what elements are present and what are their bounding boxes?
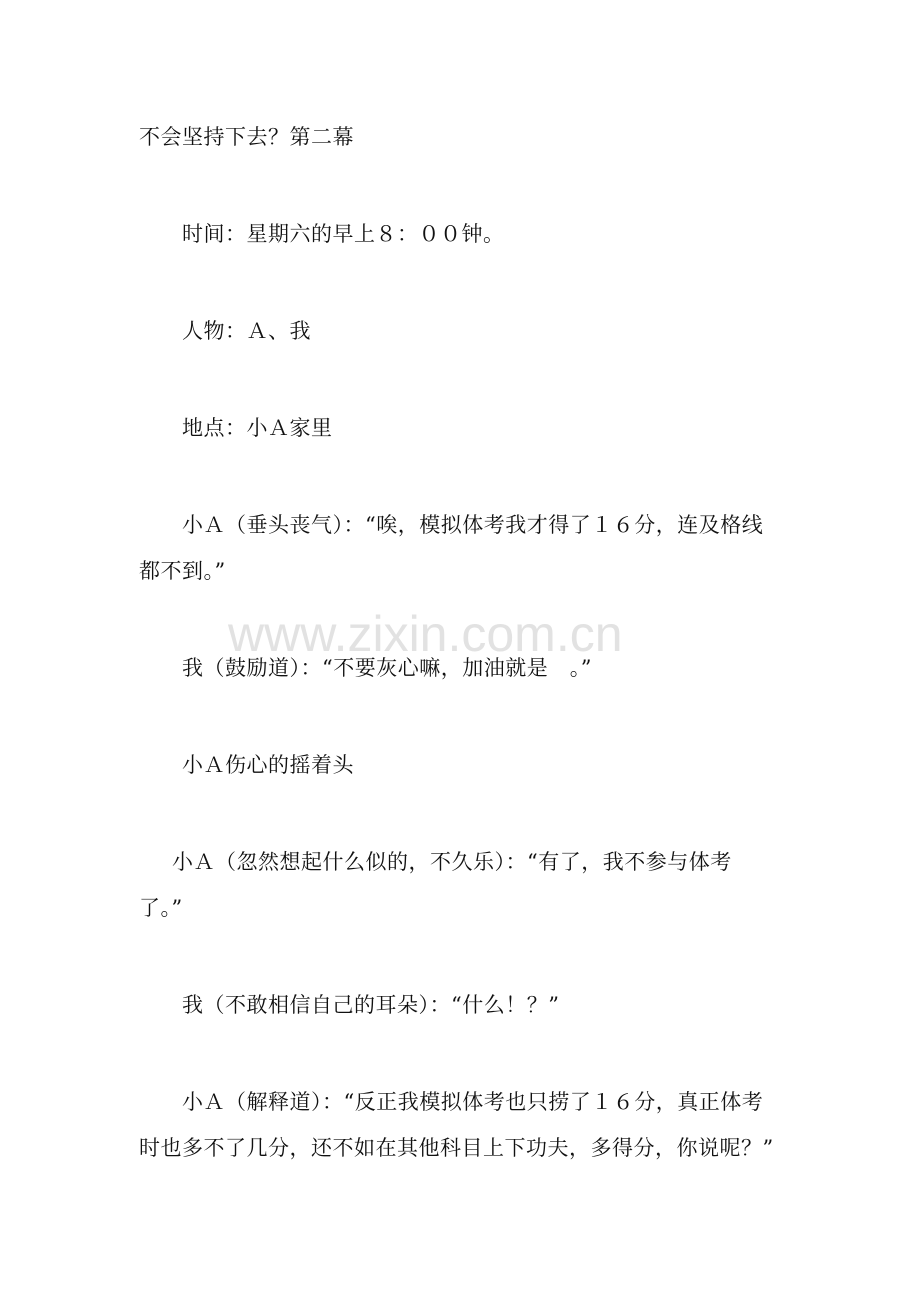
paragraph-line: 我（不敢相信自己的耳朵）：“什么！？” [182,993,560,1017]
people-line: 人物：Ａ、我 [182,319,311,343]
paragraph-line: 都不到。” [139,559,226,583]
paragraph-line: 小Ａ（垂头丧气）：“唉，模拟体考我才得了１６分，连及格线 [182,513,764,537]
paragraph-line: 了。” [139,896,183,920]
paragraph-line: 小Ａ（忽然想起什么似的，不久乐）：“有了，我不参与体考 [172,850,732,874]
paragraph-line: 小Ａ（解释道）：“反正我模拟体考也只捞了１６分，真正体考 [182,1090,764,1114]
heading-line: 不会坚持下去？第二幕 [139,125,354,149]
place-line: 地点：小Ａ家里 [182,416,333,440]
paragraph-line: 小Ａ伤心的摇着头 [182,753,354,777]
paragraph-line: 时也多不了几分，还不如在其他科目上下功夫，多得分，你说呢？” [139,1136,774,1160]
paragraph-line: 我（鼓励道）：“不要灰心嘛，加油就是 。” [182,656,592,680]
watermark: www.zixin.com.cn [228,606,623,662]
time-line: 时间：星期六的早上８：００钟。 [182,222,505,246]
